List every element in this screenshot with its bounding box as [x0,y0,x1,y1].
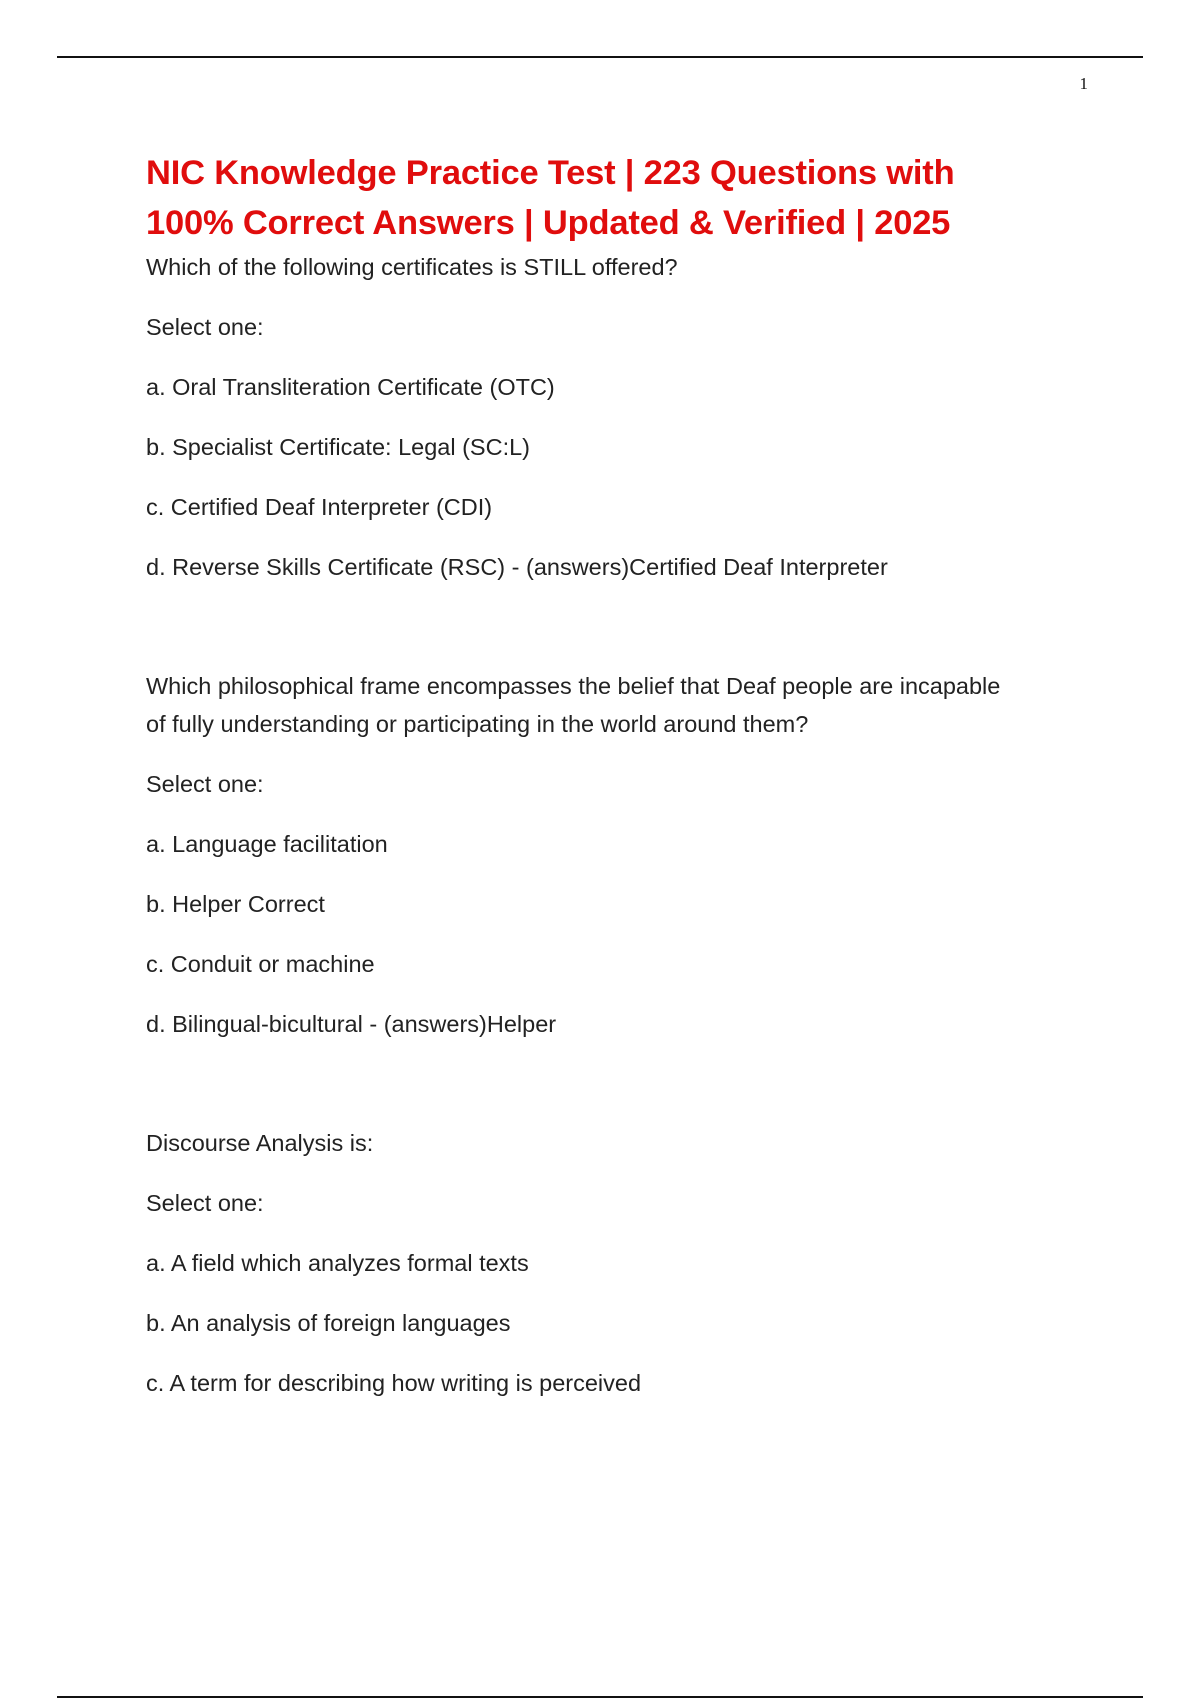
question-2-option-c: c. Conduit or machine [146,951,375,977]
question-1-option-d: d. Reverse Skills Certificate (RSC) - (answers)Certified Deaf Interpreter [146,554,888,580]
question-2-text-line-1: Which philosophical frame encompasses the belief that Deaf people are incapable [146,673,1001,699]
document-body [146,148,1106,1402]
question-1-text: Which of the following certificates is STILL offered? [146,254,678,280]
question-2-option-b: b. Helper Correct [146,891,325,917]
question-1-option-b: b. Specialist Certificate: Legal (SC:L) [146,434,530,460]
question-3 [146,1124,1106,1402]
question-2-option-d: d. Bilingual-bicultural - (answers)Helper [146,1011,557,1037]
spacer [146,586,1106,667]
question-3-option-c: c. A term for describing how writing is perceived [146,1370,642,1396]
question-2-option-a: a. Language facilitation [146,831,388,857]
question-3-text: Discourse Analysis is: [146,1130,374,1156]
question-2 [146,667,1106,1043]
title-line-1: NIC Knowledge Practice Test | 223 Questions with [146,154,955,192]
spacer [146,1043,1106,1124]
question-1-option-a: a. Oral Transliteration Certificate (OTC) [146,374,555,400]
document-title [146,148,1106,248]
question-1-prompt: Select one: [146,314,264,340]
title-line-2: 100% Correct Answers | Updated & Verified | 2025 [146,204,951,242]
question-3-option-a: a. A field which analyzes formal texts [146,1250,529,1276]
page-number: 1 [1079,74,1088,93]
question-2-text [146,667,1106,743]
question-2-text-line-2: of fully understanding or participating in the world around them? [146,711,809,737]
bottom-rule [57,1696,1143,1698]
top-rule [57,56,1143,58]
question-2-prompt: Select one: [146,771,264,797]
question-1 [146,248,1106,586]
question-3-prompt: Select one: [146,1190,264,1216]
question-1-option-c: c. Certified Deaf Interpreter (CDI) [146,494,493,520]
question-3-option-b: b. An analysis of foreign languages [146,1310,511,1336]
